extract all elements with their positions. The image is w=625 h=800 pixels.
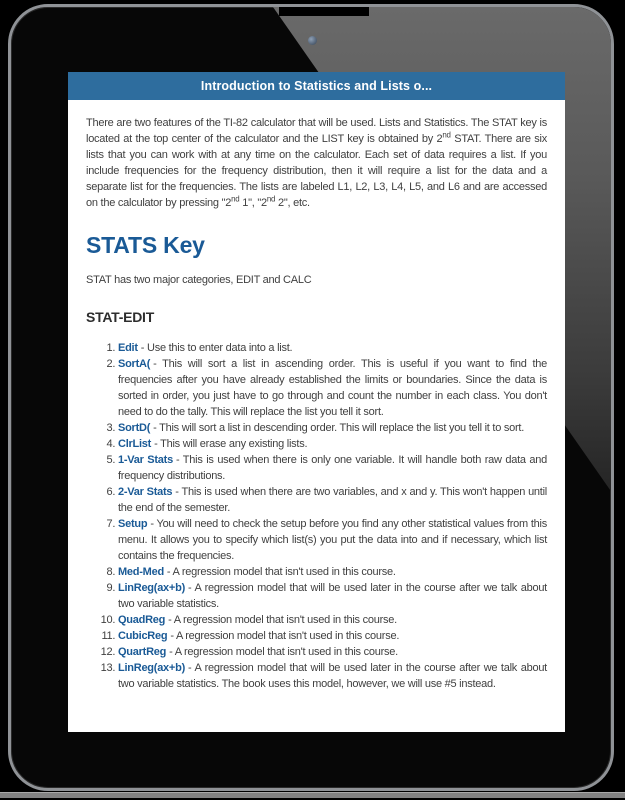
stat-edit-list <box>86 340 547 692</box>
list-term: SortD( <box>118 422 151 434</box>
stats-key-heading: STATS Key <box>86 232 205 258</box>
reader-screen[interactable] <box>68 72 565 732</box>
page-body <box>68 115 565 692</box>
list-item <box>118 420 547 436</box>
intro-paragraph: There are two features of the TI-82 calculator that will be used. Lists and Statistics. The STAT key is located at the top center of the calculator and the LIST key is obtained by 2nd STAT. There are six lists that you can work with at any time on the calculator. Each set of data requires a list. If you include frequencies for the frequency distribution, then it will require a list for the data and a separate list for the frequencies. The lists are labeled L1, L2, L3, L4, L5, and L6 and are accessed on the calculator by pressing "2nd 1", "2nd 2", etc. <box>86 117 547 209</box>
bezel-notch <box>279 7 369 16</box>
list-desc: - You will need to check the setup before you find any other statistical values from this menu. It allows you to specify which list(s) you put the data into and if necessary, which list contains the frequencies. <box>118 518 547 562</box>
list-term: SortA( <box>118 358 151 370</box>
list-desc: - This will erase any existing lists. <box>154 438 308 450</box>
list-desc: - Use this to enter data into a list. <box>140 342 293 354</box>
list-desc: - A regression model that isn't used in this course. <box>166 566 396 578</box>
list-item <box>118 484 547 516</box>
list-item <box>118 628 547 644</box>
list-term: 2-Var Stats <box>118 486 173 498</box>
list-term: CubicReg <box>118 630 168 642</box>
list-item <box>118 580 547 612</box>
list-desc: - A regression model that isn't used in this course. <box>169 646 398 658</box>
camera-icon <box>308 36 317 45</box>
page-header-bar <box>68 72 565 100</box>
list-desc: - A regression model that will be used later in the course after we talk about two variable statistics. The book uses this model, however, we will use #5 instead. <box>118 662 547 690</box>
list-item <box>118 644 547 660</box>
stat-edit-heading: STAT-EDIT <box>86 309 155 325</box>
list-item <box>118 612 547 628</box>
list-item <box>118 452 547 484</box>
tablet-frame <box>8 4 614 791</box>
list-term: QuartReg <box>118 646 167 658</box>
list-desc: - A regression model that isn't used in this course. <box>168 614 397 626</box>
list-item <box>118 340 547 356</box>
page-title: Introduction to Statistics and Lists o... <box>200 79 433 93</box>
categories-text: STAT has two major categories, EDIT and CALC <box>86 274 312 286</box>
list-item <box>118 660 547 692</box>
list-desc: - A regression model that isn't used in this course. <box>170 630 400 642</box>
list-term: 1-Var Stats <box>118 454 173 466</box>
list-desc: - This is used when there are two variables, and x and y. This won't happen until the end of the semester. <box>118 486 547 514</box>
list-term: Setup <box>118 518 148 530</box>
list-term: LinReg(ax+b) <box>118 582 185 594</box>
list-desc: - This is used when there is only one variable. It will handle both raw data and frequency distributions. <box>118 454 547 482</box>
list-term: Edit <box>118 342 138 354</box>
list-item <box>118 436 547 452</box>
list-term: Med-Med <box>118 566 164 578</box>
tablet-bottom-edge <box>0 792 625 798</box>
list-term: QuadReg <box>118 614 166 626</box>
list-item <box>118 564 547 580</box>
list-term: LinReg(ax+b) <box>118 662 185 674</box>
list-desc: - This will sort a list in ascending order. This is useful if you want to find the frequencies after you have already established the limits or boundaries. Since the data is sorted in order, you just have to go through and count the number in each class. You don't need to do the tally. This will replace the list you tell it sort. <box>118 358 547 418</box>
list-term: ClrList <box>118 438 152 450</box>
list-item <box>118 516 547 564</box>
list-item <box>118 356 547 420</box>
list-desc: - A regression model that will be used later in the course after we talk about two variable statistics. <box>118 582 547 610</box>
list-desc: - This will sort a list in descending order. This will replace the list you tell it to sort. <box>153 422 525 434</box>
